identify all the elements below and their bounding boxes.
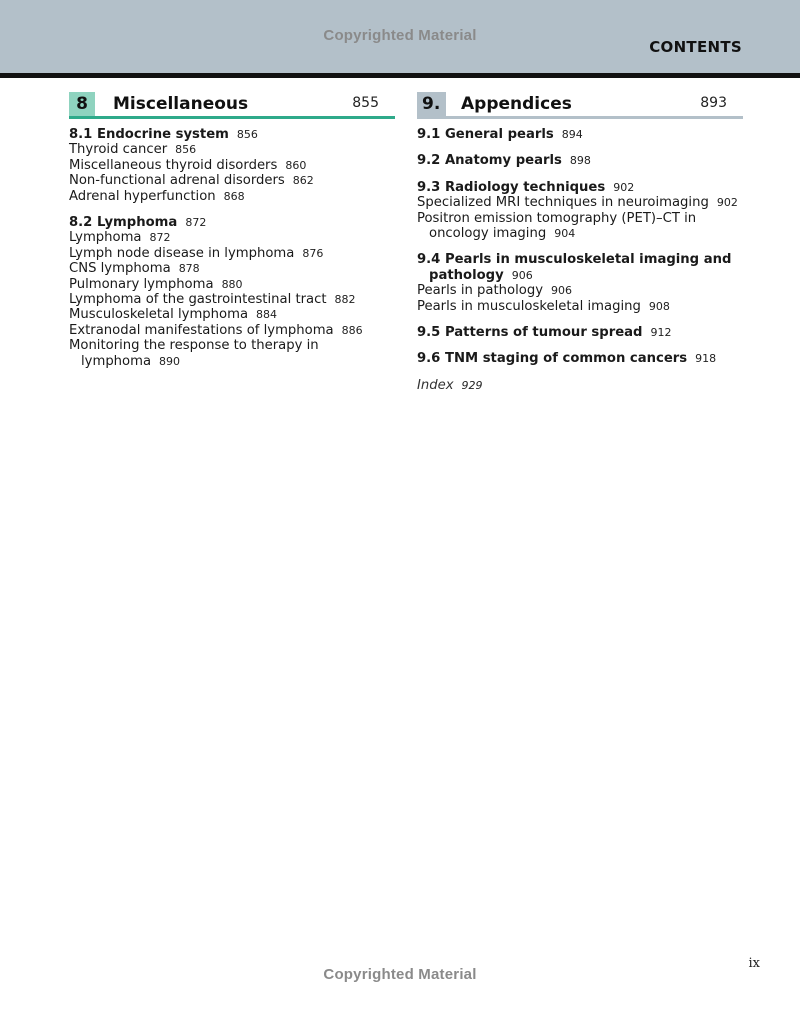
entry-page: 878 [178, 262, 200, 276]
toc-entry[interactable] [69, 246, 395, 261]
section-page: 906 [511, 268, 533, 282]
entry-title: Lymph node disease in lymphoma [69, 245, 295, 261]
section-title-line[interactable] [417, 351, 743, 366]
section-page: 929 [461, 378, 483, 392]
toc-entry[interactable] [69, 307, 395, 322]
toc-section [69, 215, 395, 369]
entry-page: 880 [221, 277, 243, 291]
section-title-line[interactable] [417, 325, 743, 340]
watermark-bottom: Copyrighted Material [323, 966, 477, 983]
section-title: 9.6 TNM staging of common cancers [417, 351, 688, 367]
chapter-number: 9. [417, 92, 446, 116]
entry-title: Adrenal hyperfunction [69, 188, 216, 204]
section-title-cont: pathology [429, 267, 504, 283]
entry-page: 868 [223, 189, 245, 203]
chapter-title[interactable]: Appendices [461, 94, 572, 114]
section-title: 9.1 General pearls [417, 127, 554, 142]
entry-page: 862 [292, 174, 314, 188]
section-title: 9.5 Patterns of tumour spread [417, 325, 643, 341]
toc-section [417, 378, 743, 393]
entry-title: Non-functional adrenal disorders [69, 173, 285, 189]
toc-entry[interactable] [417, 299, 743, 314]
toc-section [417, 127, 743, 142]
chapter-number: 8 [69, 92, 95, 116]
entry-page: 884 [256, 308, 278, 322]
toc-section [69, 127, 395, 204]
entry-title-cont: lymphoma [81, 353, 152, 369]
section-title-line[interactable] [417, 180, 743, 195]
section-page: 912 [650, 326, 672, 340]
section-title: Index [417, 377, 454, 393]
toc-entry[interactable] [417, 211, 743, 226]
section-page: 856 [236, 128, 258, 141]
entry-title: Monitoring the response to therapy in [69, 338, 319, 354]
toc-entry[interactable] [417, 283, 743, 298]
chapter-page: 855 [352, 95, 379, 111]
chapter-page: 893 [700, 95, 727, 111]
section-title: 8.2 Lymphoma [69, 215, 178, 231]
toc-entry[interactable] [69, 323, 395, 338]
entry-page: 904 [554, 227, 576, 241]
toc-entries [417, 127, 743, 393]
toc-entry[interactable] [69, 261, 395, 276]
running-head: CONTENTS [649, 38, 742, 56]
toc-column-right [417, 92, 743, 393]
entry-page: 856 [175, 143, 197, 157]
entry-title: CNS lymphoma [69, 261, 171, 277]
section-title-line[interactable] [417, 252, 743, 267]
section-page: 898 [569, 154, 591, 168]
chapter-heading [69, 92, 395, 119]
header-rule [0, 73, 800, 78]
section-title-line[interactable] [69, 127, 395, 142]
toc-section [417, 252, 743, 314]
entry-title: Positron emission tomography (PET)–CT in [417, 210, 697, 226]
toc-entry[interactable] [69, 230, 395, 245]
section-page: 918 [695, 352, 717, 366]
entry-title: Musculoskeletal lymphoma [69, 307, 249, 323]
page-folio: ix [748, 956, 760, 971]
section-title: 9.2 Anatomy pearls [417, 153, 562, 169]
toc-entry[interactable] [69, 292, 395, 307]
toc-entry[interactable] [69, 277, 395, 292]
section-title-line[interactable] [69, 215, 395, 230]
section-page: 902 [613, 180, 635, 194]
entry-title: Miscellaneous thyroid disorders [69, 157, 278, 173]
section-page: 872 [185, 216, 207, 230]
toc-entries [69, 127, 395, 369]
entry-title: Extranodal manifestations of lymphoma [69, 322, 334, 338]
entry-page: 890 [159, 354, 181, 368]
entry-page: 882 [334, 293, 356, 307]
entry-title: Pearls in pathology [417, 283, 543, 299]
toc-entry-continued[interactable] [69, 354, 395, 369]
toc-section [417, 351, 743, 366]
watermark-top: Copyrighted Material [323, 27, 477, 44]
section-title: 8.1 Endocrine system [69, 127, 229, 142]
section-title-continued[interactable] [417, 268, 743, 283]
entry-title: Lymphoma [69, 230, 142, 246]
toc-column-left [69, 92, 395, 369]
entry-title: Pulmonary lymphoma [69, 276, 214, 292]
entry-title-cont: oncology imaging [429, 226, 547, 242]
toc-entry[interactable] [69, 338, 395, 353]
entry-page: 860 [285, 158, 307, 172]
entry-page: 902 [716, 196, 738, 210]
section-page: 894 [561, 128, 583, 141]
chapter-title[interactable]: Miscellaneous [113, 94, 249, 114]
toc-section [417, 180, 743, 242]
section-title-line[interactable] [417, 153, 743, 168]
toc-section [417, 153, 743, 168]
entry-title: Specialized MRI techniques in neuroimaging [417, 195, 709, 211]
entry-title: Lymphoma of the gastrointestinal tract [69, 292, 327, 308]
toc-entry[interactable] [69, 142, 395, 157]
entry-page: 872 [149, 231, 171, 245]
entry-page: 876 [302, 246, 324, 260]
toc-entry-continued[interactable] [417, 226, 743, 241]
section-title: 9.3 Radiology techniques [417, 179, 606, 195]
entry-page: 908 [648, 299, 670, 313]
entry-title: Thyroid cancer [69, 142, 168, 158]
toc-entry[interactable] [69, 173, 395, 188]
entry-page: 906 [551, 284, 572, 298]
toc-section [417, 325, 743, 340]
section-title-line[interactable] [417, 127, 743, 142]
toc-entry[interactable] [69, 189, 395, 204]
section-title-line[interactable] [417, 378, 743, 393]
entry-title: Pearls in musculoskeletal imaging [417, 298, 641, 314]
entry-page: 886 [341, 323, 363, 337]
chapter-heading [417, 92, 743, 119]
toc-entry[interactable] [417, 195, 743, 210]
section-title: 9.4 Pearls in musculoskeletal imaging and [417, 252, 732, 268]
toc-entry[interactable] [69, 158, 395, 173]
